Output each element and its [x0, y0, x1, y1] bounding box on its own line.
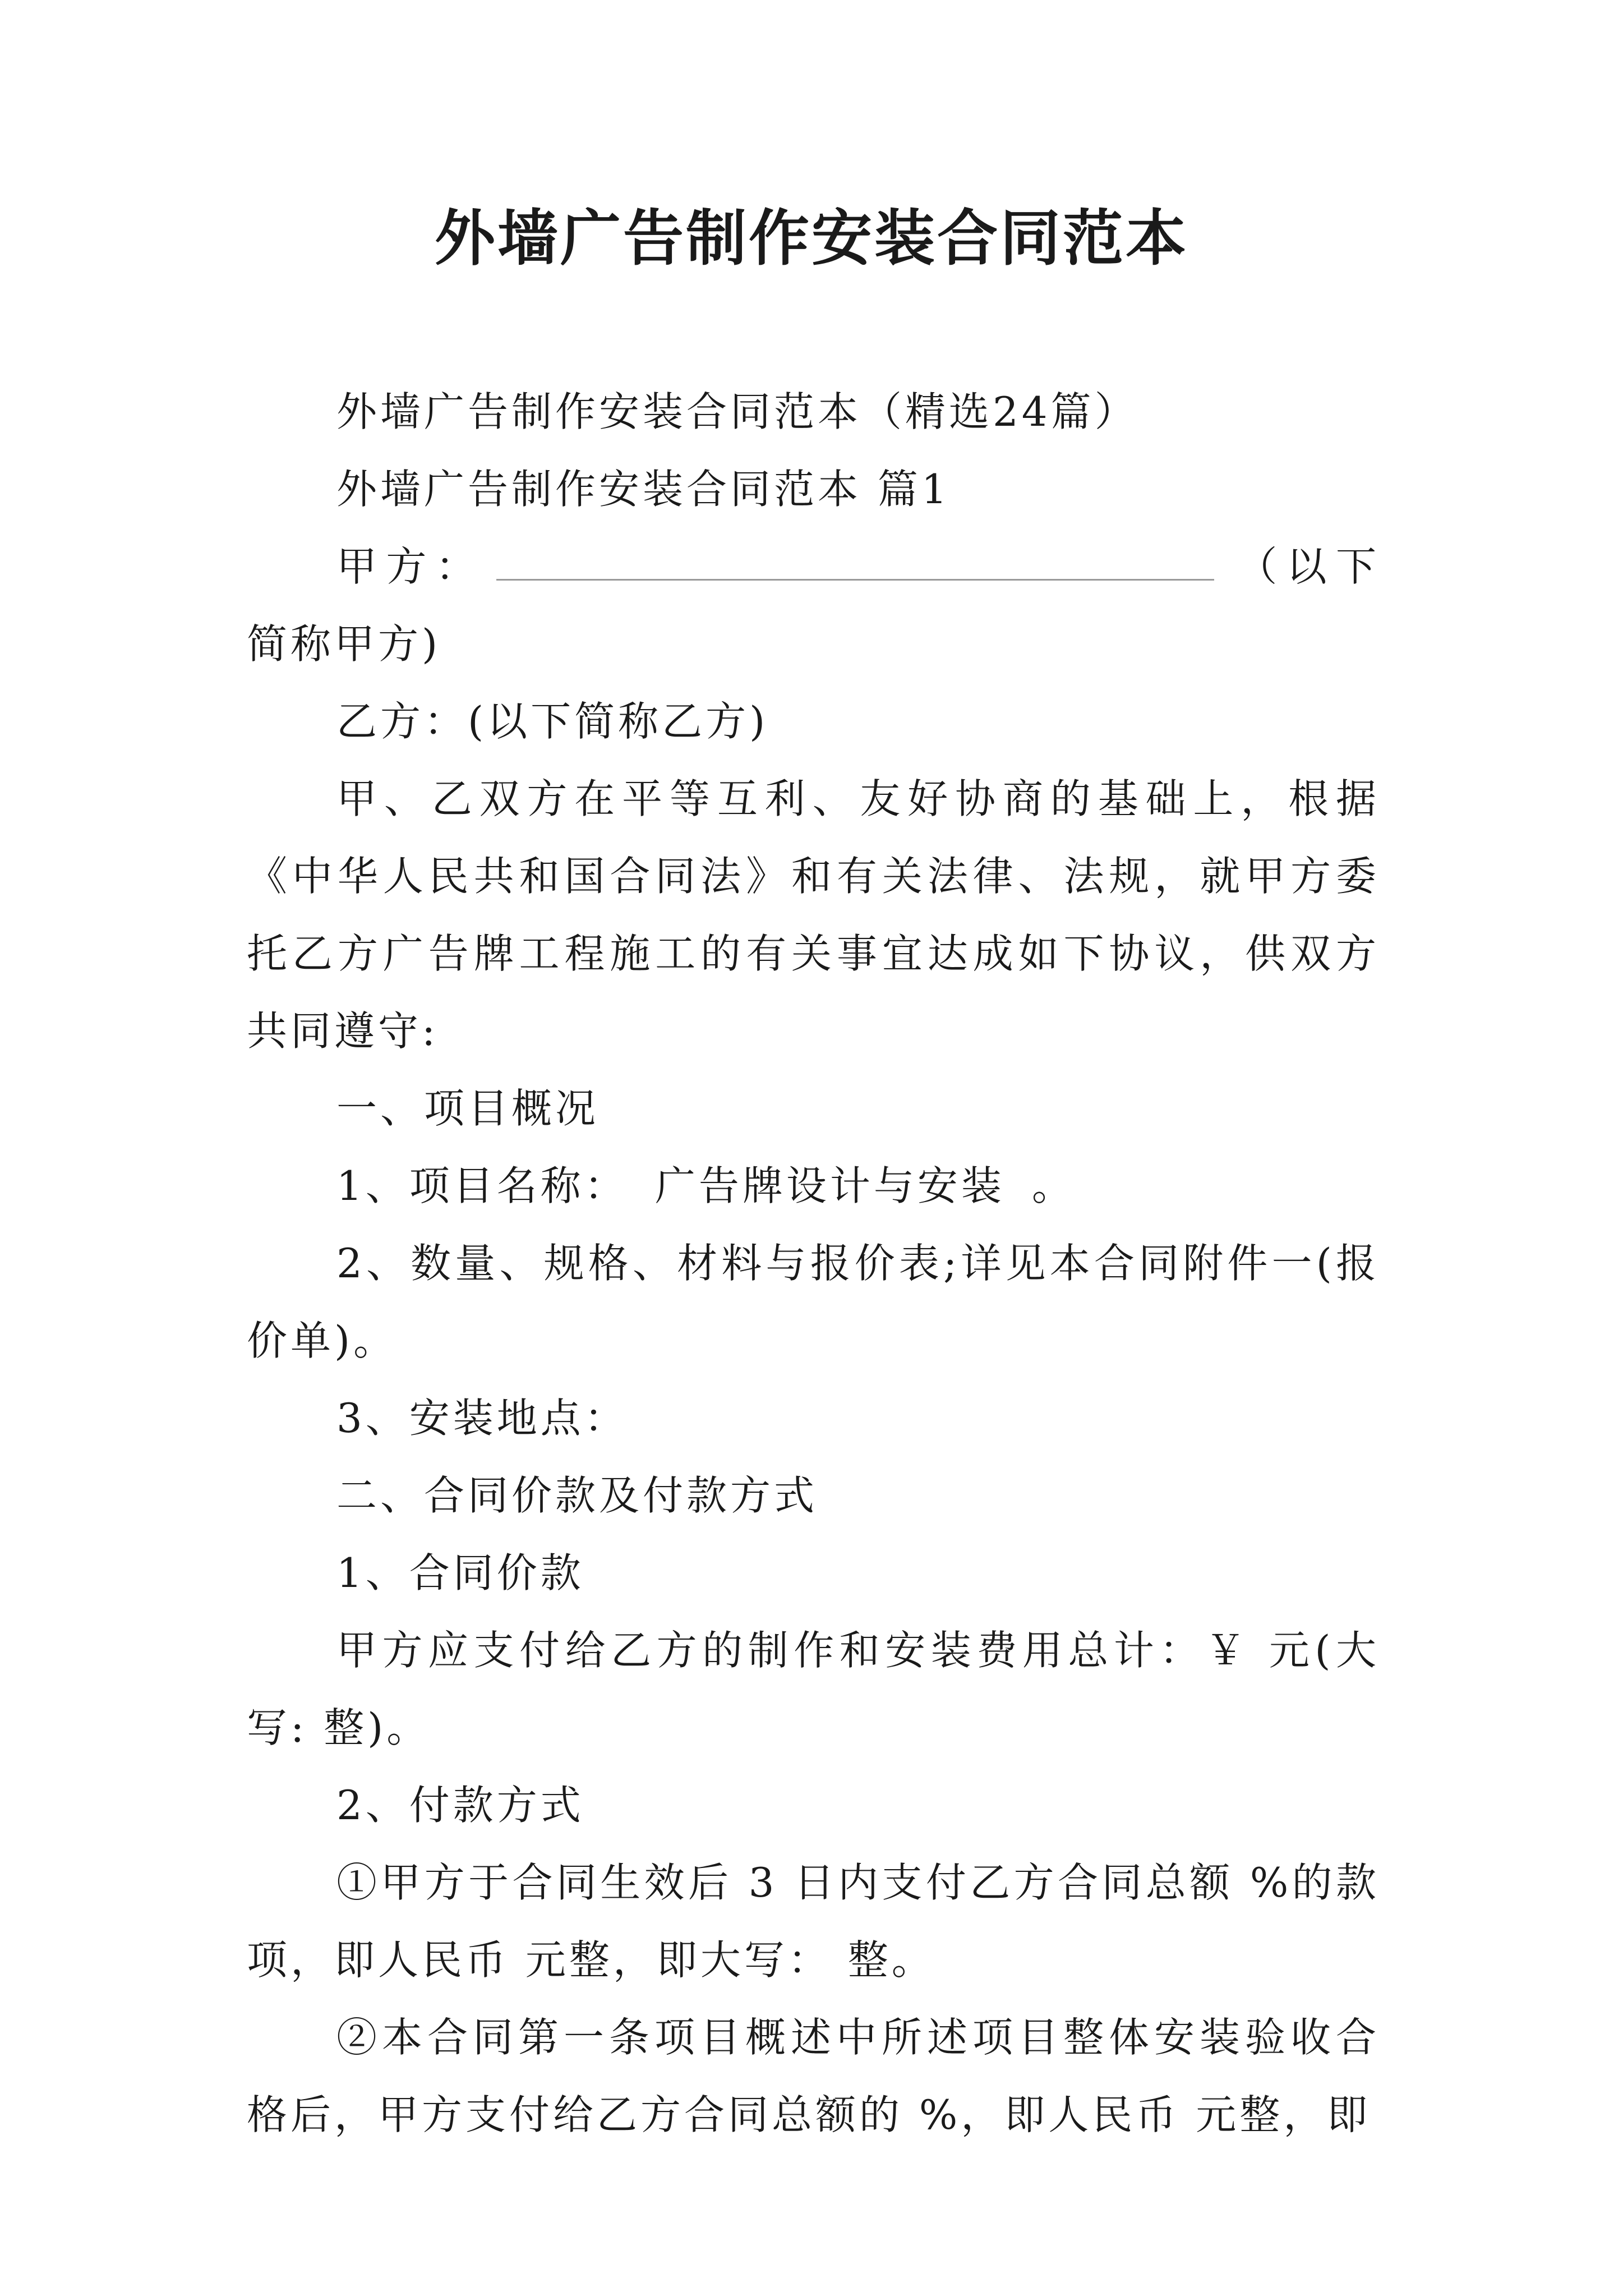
- party-a-suffix: （以下简称甲方): [247, 543, 1380, 668]
- document-body: [247, 373, 1380, 2154]
- document-subtitle: 外墙广告制作安装合同范本（精选24篇）: [336, 388, 1138, 435]
- section-two-heading: 二、合同价款及付款方式: [336, 1472, 818, 1519]
- party-a-blank: [496, 545, 1214, 581]
- project-name-end: 。: [1031, 1162, 1076, 1209]
- payment-clause-1: ①甲方于合同生效后 3 日内支付乙方合同总额 %的款项，即人民币 元整，即大写： 整。: [247, 1859, 1380, 1984]
- section-one-heading: 一、项目概况: [336, 1085, 600, 1132]
- preamble-paragraph: 甲、乙双方在平等互利、友好协商的基础上，根据《中华人民共和国合同法》和有关法律、法规，就甲方委托乙方广告牌工程施工的有关事宜达成如下协议，供双方共同遵守:: [247, 775, 1380, 1055]
- party-b-line: 乙方：(以下简称乙方): [336, 698, 769, 745]
- install-location-line: 3、安装地点：: [336, 1395, 628, 1442]
- project-name-line: [247, 1147, 1380, 1225]
- payment-clause-2: ②本合同第一条项目概述中所述项目整体安装验收合格后，甲方支付给乙方合同总额的 %，即人民币 元整，即: [247, 2014, 1380, 2138]
- document-title: 外墙广告制作安装合同范本: [434, 203, 1188, 274]
- party-a-line: [247, 528, 1380, 683]
- contract-price-text: 甲方应支付给乙方的制作和安装费用总计：￥ 元(大写: 整)。: [247, 1627, 1380, 1751]
- contract-price-heading: 1、合同价款: [336, 1549, 584, 1596]
- section-heading: 外墙广告制作安装合同范本 篇1: [336, 466, 951, 513]
- project-name-value: 广告牌设计与安装: [654, 1162, 1005, 1209]
- project-name-label: 1、项目名称：: [336, 1162, 628, 1209]
- quantity-spec-line: 2、数量、规格、材料与报价表;详见本合同附件一(报价单)。: [247, 1240, 1380, 1364]
- payment-method-heading: 2、付款方式: [336, 1782, 584, 1829]
- party-a-label: 甲方：: [336, 543, 485, 590]
